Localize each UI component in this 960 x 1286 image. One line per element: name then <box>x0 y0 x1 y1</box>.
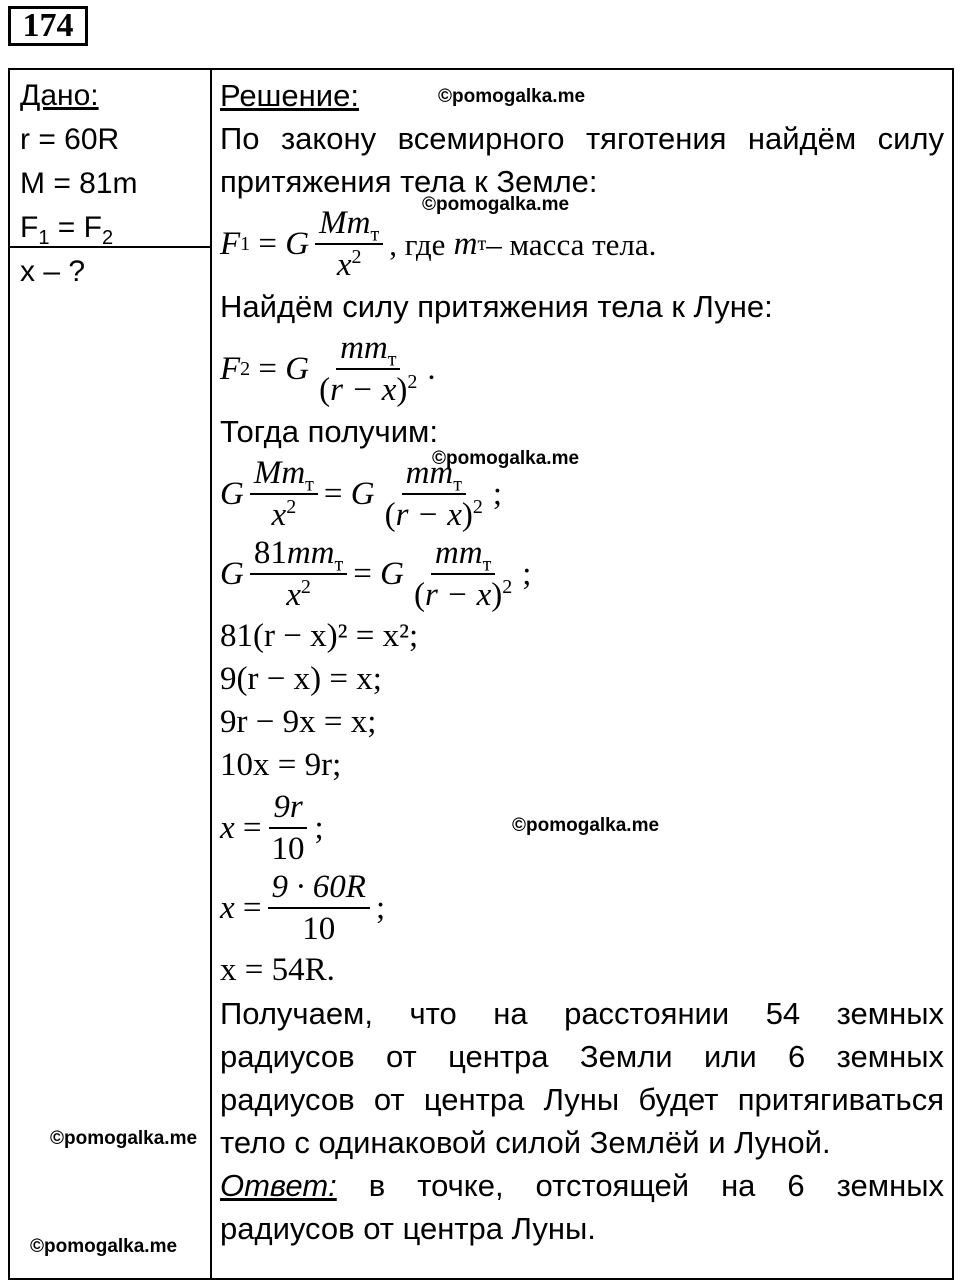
equation-equal: G $\frac{Mm_т}{x^2}$ = G $\frac{mm_т}{(r - x)^2}$ ; <box>220 455 503 533</box>
problem-number: 174 <box>8 6 88 46</box>
watermark: ©pomogalka.me <box>30 1236 178 1257</box>
equation-x-numeric: x = $\frac{9 \cdot 60R}{10}$ ; <box>220 869 386 947</box>
given-r: r = 60R <box>20 123 120 156</box>
watermark: ©pomogalka.me <box>438 86 586 107</box>
equation-substituted: G $\frac{81mm_т}{x^2}$ = G $\frac{mm_т}{(r - x)^2}$ ; <box>220 535 532 613</box>
solution-paragraph-1: По закону всемирного тяготения найдём силу притяжения тела к Земле: <box>220 121 944 199</box>
column-divider <box>210 70 212 1278</box>
solution-paragraph-3: Тогда получим: <box>220 414 438 449</box>
solution-conclusion: Получаем, что на расстоянии 54 земных радиусов от центра Земли или 6 земных радиусов от центра Луны будет притягиваться тело с одинаковой силой Землёй и Луной. <box>220 996 944 1160</box>
solution-paragraph-2: Найдём силу притяжения тела к Луне: <box>220 289 773 324</box>
solution-answer: Ответ: в точке, отстоящей на 6 земных радиусов от центра Луны. <box>220 1168 944 1246</box>
equation-9r: 9r − 9x = x; <box>220 704 377 740</box>
given-forces: $F_1 = F_2$ <box>20 211 114 249</box>
solution-body <box>220 74 944 1250</box>
given-m: M = 81m <box>20 167 138 200</box>
watermark: ©pomogalka.me <box>422 194 570 215</box>
watermark: ©pomogalka.me <box>50 1128 198 1149</box>
equation-9: 9(r − x) = x; <box>220 661 382 697</box>
equation-result: x = 54R. <box>220 952 335 988</box>
equation-10x: 10x = 9r; <box>220 747 342 783</box>
solution-table <box>8 68 954 1280</box>
watermark: ©pomogalka.me <box>512 815 660 836</box>
watermark: ©pomogalka.me <box>432 448 580 469</box>
equation-81: 81(r − x)² = x²; <box>220 618 419 654</box>
solution-title: Решение: <box>220 78 359 113</box>
equation-x-frac: x = $\frac{9r}{10}$ ; <box>220 789 324 867</box>
given-title: Дано: <box>20 79 99 112</box>
equation-f2: F 2 = G $\frac{mm_т}{(r - x)^2}$ . <box>220 330 436 408</box>
equation-f1: F 1 = G $\frac{Mm_т}{x^2}$ , где m т – масса тела. <box>220 205 657 283</box>
given-find: x – ? <box>20 255 86 288</box>
